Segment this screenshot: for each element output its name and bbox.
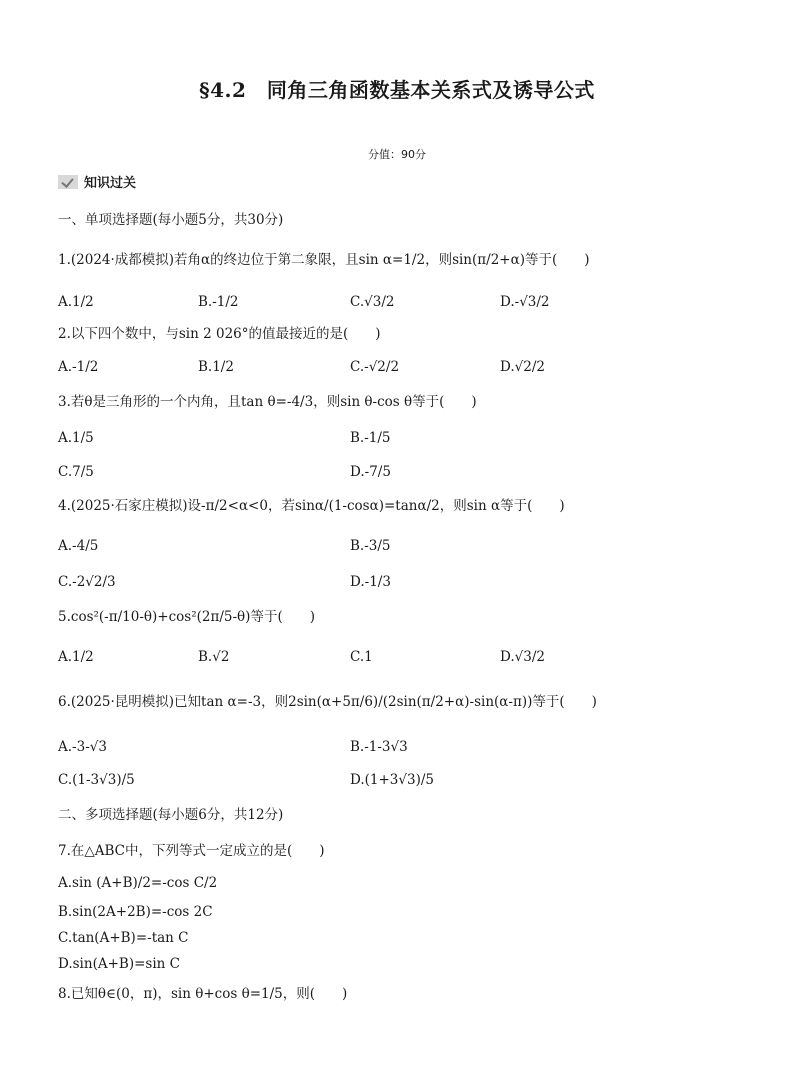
question-8-stem: 8.已知θ∈(0，π)，sin θ+cos θ=1/5，则( )	[58, 986, 348, 1002]
question-1-option-c: C.√3/2	[350, 294, 395, 310]
question-1-option-a: A.1/2	[58, 294, 94, 310]
question-4-option-d: D.-1/3	[350, 574, 391, 590]
question-1-option-b: B.-1/2	[198, 294, 239, 310]
question-6-option-a: A.-3-√3	[58, 739, 107, 755]
question-1-option-d: D.-√3/2	[500, 294, 550, 310]
question-7-stem: 7.在△ABC中，下列等式一定成立的是( )	[58, 843, 325, 859]
question-7-option-b: B.sin(2A+2B)=-cos 2C	[58, 904, 213, 920]
question-3-option-b: B.-1/5	[350, 430, 391, 446]
question-3-option-d: D.-7/5	[350, 464, 391, 480]
question-2-option-d: D.√2/2	[500, 359, 545, 375]
score-text: 分值：90分	[368, 148, 426, 161]
question-7-option-c: C.tan(A+B)=-tan C	[58, 930, 189, 946]
question-6-option-c: C.(1-3√3)/5	[58, 772, 135, 788]
part2-heading: 二、多项选择题(每小题6分，共12分)	[58, 807, 284, 823]
question-5-option-c: C.1	[350, 649, 373, 665]
question-7-option-d: D.sin(A+B)=sin C	[58, 956, 180, 972]
question-1-stem: 1.(2024·成都模拟)若角α的终边位于第二象限，且sin α=1/2，则sin(π/2+α)等于( )	[58, 252, 590, 268]
question-5-option-b: B.√2	[198, 649, 230, 665]
checkmark-icon	[58, 175, 78, 189]
question-7-option-a: A.sin (A+B)/2=-cos C/2	[58, 875, 218, 891]
question-5-stem: 5.cos²(-π/10-θ)+cos²(2π/5-θ)等于( )	[58, 609, 315, 625]
question-2-option-b: B.1/2	[198, 359, 234, 375]
question-3-option-c: C.7/5	[58, 464, 94, 480]
question-3-option-a: A.1/5	[58, 430, 94, 446]
question-2-stem: 2.以下四个数中，与sin 2 026°的值最接近的是( )	[58, 326, 381, 342]
question-3-stem: 3.若θ是三角形的一个内角，且tan θ=-4/3，则sin θ-cos θ等于( )	[58, 394, 477, 410]
page-title: §4.2 同角三角函数基本关系式及诱导公式	[199, 78, 595, 102]
question-4-stem: 4.(2025·石家庄模拟)设-π/2<α<0，若sinα/(1-cosα)=tanα/2，则sin α等于( )	[58, 498, 565, 514]
section-header	[58, 172, 136, 191]
question-4-option-c: C.-2√2/3	[58, 574, 116, 590]
part1-heading: 一、单项选择题(每小题5分，共30分)	[58, 212, 284, 228]
question-6-option-d: D.(1+3√3)/5	[350, 772, 434, 788]
question-2-option-c: C.-√2/2	[350, 359, 400, 375]
question-5-option-a: A.1/2	[58, 649, 94, 665]
question-2-option-a: A.-1/2	[58, 359, 99, 375]
question-4-option-a: A.-4/5	[58, 538, 99, 554]
question-6-stem: 6.(2025·昆明模拟)已知tan α=-3，则2sin(α+5π/6)/(2sin(π/2+α)-sin(α-π))等于( )	[58, 694, 597, 710]
question-5-option-d: D.√3/2	[500, 649, 545, 665]
question-6-option-b: B.-1-3√3	[350, 739, 408, 755]
section-title: 知识过关	[84, 176, 137, 191]
question-4-option-b: B.-3/5	[350, 538, 391, 554]
